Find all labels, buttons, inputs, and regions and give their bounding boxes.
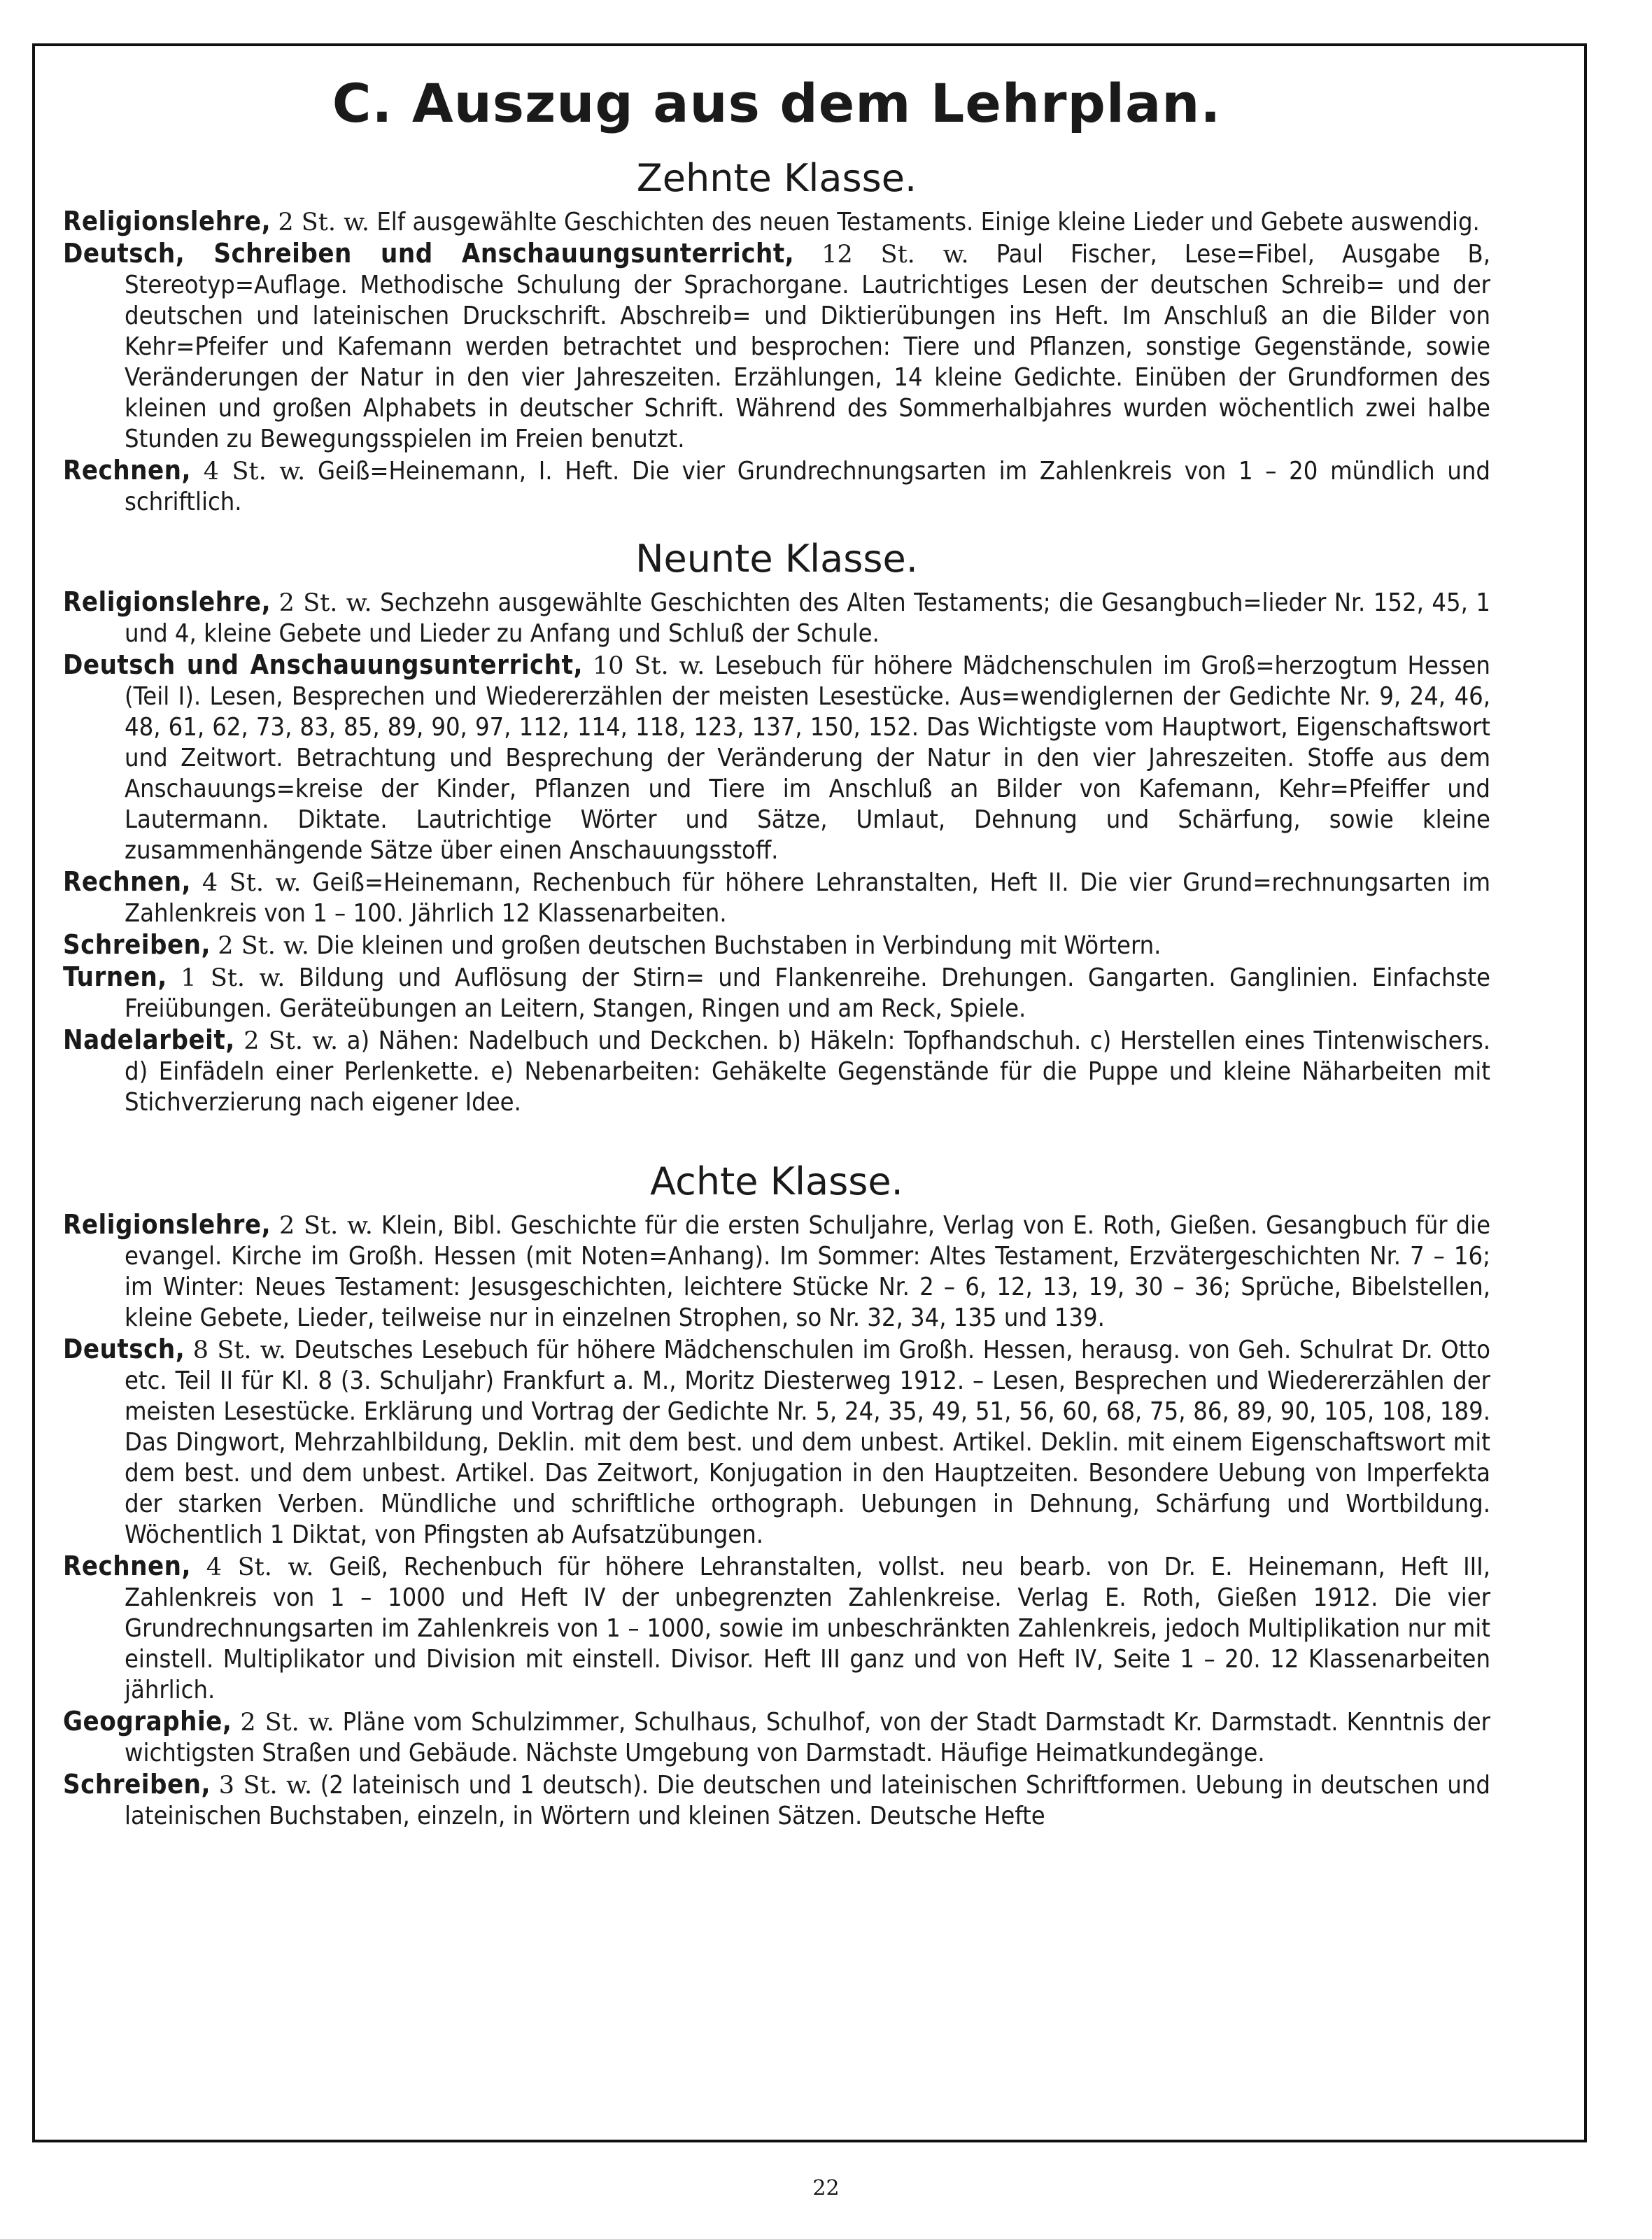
subject-text: Lesebuch für höhere Mädchenschulen im Groß=herzogtum Hessen (Teil I). Lesen, Besprechen und Wiedererzählen der meisten Lesestücke. Aus=wendiglernen der Gedichte Nr. 9, 24, 46, 48, 61, 62, 73, 83, 85, 89, 90, 97, 112, 114, 118, 123, 137, 150, 152. Das Wichtigste vom Hauptwort, Eigenschaftswort und Zeitwort. Betrachtung und Besprechung der Veränderung der Natur in den vier Jahreszeiten. Stoffe aus dem Anschauungs=kreise der Kinder, Pflanzen und Tiere im Anschluß an Bilder von Kafemann, Kehr=Pfeiffer und Lautermann. Diktate. Lautrichtige Wörter und Sätze, Umlaut, Dehnung und Schärfung, sowie kleine zusammenhängende Sätze über einen Anschauungsstoff. [125,651,1490,865]
subject-text: Klein, Bibl. Geschichte für die ersten Schuljahre, Verlag von E. Roth, Gießen. Gesangbuch für die evangel. Kirche im Großh. Hessen (mit Noten=Anhang). Im Sommer: Altes Testament, Erzvätergeschichten Nr. 7 – 16; im Winter: Neues Testament: Jesusgeschichten, leichtere Stücke Nr. 2 – 6, 12, 13, 19, 30 – 36; Sprüche, Bibelstellen, kleine Gebete, Lieder, teilweise nur in einzelnen Strophen, so Nr. 32, 34, 135 und 139. [125,1211,1490,1332]
subject-entry [63,238,1490,455]
subject-entry [63,1769,1490,1832]
subject-hours: 2 St. w. [240,1709,334,1737]
subject-entry [63,929,1490,961]
subject-entry [63,206,1490,238]
subject-text: Geiß=Heinemann, Rechenbuch für höhere Lehranstalten, Heft II. Die vier Grund=rechnungsarten im Zahlenkreis von 1 – 100. Jährlich 12 Klassenarbeiten. [125,868,1490,928]
subject-entry [63,586,1490,649]
subject-entry [63,1706,1490,1769]
subject-text: Geiß=Heinemann, I. Heft. Die vier Grundrechnungsarten im Zahlenkreis von 1 – 20 mündlich und schriftlich. [125,457,1490,516]
subject-hours: 2 St. w. [278,589,372,617]
subject-name: Schreiben, [63,929,211,960]
subject-hours: 4 St. w. [202,869,302,897]
subject-entry [63,1551,1490,1706]
subject-entry [63,1024,1490,1118]
subject-hours: 4 St. w. [206,1553,314,1581]
subject-entry [63,455,1490,518]
subject-entry [63,649,1490,866]
subject-text: Bildung und Auflösung der Stirn= und Flankenreihe. Drehungen. Gangarten. Ganglinien. Einfachste Freiübungen. Geräteübungen an Leitern, Stangen, Ringen und am Reck, Spiele. [125,963,1490,1023]
section-heading: Achte Klasse. [650,1159,903,1203]
subject-name: Deutsch und Anschauungsunterricht, [63,649,583,680]
subject-name: Religionslehre, [63,586,271,617]
subject-text: a) Nähen: Nadelbuch und Deckchen. b) Häkeln: Topfhandschuh. c) Herstellen eines Tintenwischers. d) Einfädeln einer Perlenkette. e) Nebenarbeiten: Gehäkelte Gegenstände für die Puppe und kleine Näharbeiten mit Stichverzierung nach eigener Idee. [125,1026,1490,1117]
subject-entry [63,1209,1490,1334]
page-number: 22 [812,2176,840,2201]
subject-name: Nadelarbeit, [63,1024,235,1055]
section-neunte-klasse [63,536,1490,1118]
subject-text: Sechzehn ausgewählte Geschichten des Alten Testaments; die Gesangbuch=lieder Nr. 152, 45, 1 und 4, kleine Gebete und Lieder zu Anfang und Schluß der Schule. [125,588,1490,648]
section-heading: Neunte Klasse. [635,537,918,581]
subject-entry [63,866,1490,929]
subject-hours: 12 St. w. [821,241,969,269]
subject-hours: 2 St. w. [218,932,309,960]
subject-name: Religionslehre, [63,1209,271,1240]
subject-hours: 2 St. w. [278,209,370,236]
subject-text: (2 lateinisch und 1 deutsch). Die deutschen und lateinischen Schriftformen. Uebung in deutschen und lateinischen Buchstaben, einzeln, in Wörtern und kleinen Sätzen. Deutsche Hefte [125,1771,1490,1830]
subject-text: Deutsches Lesebuch für höhere Mädchenschulen im Großh. Hessen, herausg. von Geh. Schulrat Dr. Otto etc. Teil II für Kl. 8 (3. Schuljahr) Frankfurt a. M., Moritz Diesterweg 1912. – Lesen, Besprechen und Wiedererzählen der meisten Lesestücke. Erklärung und Vortrag der Gedichte Nr. 5, 24, 35, 49, 51, 56, 60, 68, 75, 86, 89, 90, 105, 108, 189. Das Dingwort, Mehrzahlbildung, Deklin. mit dem best. und dem unbest. Artikel. Deklin. mit einem Eigenschaftswort mit dem best. und dem unbest. Artikel. Das Zeitwort, Konjugation in den Hauptzeiten. Besondere Uebung von Imperfekta der starken Verben. Mündliche und schriftliche orthograph. Uebungen in Dehnung, Schärfung und Wortbildung. Wöchentlich 1 Diktat, von Pfingsten ab Aufsatzübungen. [125,1336,1490,1549]
subject-entry [63,1334,1490,1551]
subject-hours: 8 St. w. [192,1336,286,1364]
subject-name: Rechnen, [63,1551,191,1581]
subject-text: Pläne vom Schulzimmer, Schulhaus, Schulhof, von der Stadt Darmstadt Kr. Darmstadt. Kenntnis der wichtigsten Straßen und Gebäude. Nächste Umgebung von Darmstadt. Häufige Heimatkundegänge. [125,1708,1490,1767]
subject-name: Turnen, [63,961,167,992]
subject-name: Rechnen, [63,455,191,486]
subject-name: Deutsch, Schreiben und Anschauungsunterricht, [63,238,795,269]
page-title: C. Auszug aus dem Lehrplan. [332,72,1222,134]
subject-name: Deutsch, [63,1334,185,1364]
subject-name: Rechnen, [63,866,191,897]
subject-text: Geiß, Rechenbuch für höhere Lehranstalten, vollst. neu bearb. von Dr. E. Heinemann, Heft III, Zahlenkreis von 1 – 1000 und Heft IV der unbegrenzten Zahlenkreise. Verlag E. Roth, Gießen 1912. Die vier Grundrechnungsarten im Zahlenkreis von 1 – 1000, sowie im unbeschränkten Zahlenkreis, jedoch Multiplikation nur mit einstell. Multiplikator und Division mit einstell. Divisor. Heft III ganz und von Heft IV, Seite 1 – 20. 12 Klassenarbeiten jährlich. [125,1553,1491,1704]
subject-hours: 2 St. w. [279,1212,373,1240]
subject-text: Die kleinen und großen deutschen Buchstaben in Verbindung mit Wörtern. [316,931,1162,960]
subject-hours: 4 St. w. [203,458,306,486]
subject-name: Geographie, [63,1706,232,1737]
subject-text: Paul Fischer, Lese=Fibel, Ausgabe B, Stereotyp=Auflage. Methodische Schulung der Sprachorgane. Lautrichtiges Lesen der deutschen Schreib= und der deutschen und lateinischen Druckschrift. Abschreib= und Diktierübungen ins Heft. Im Anschluß an die Bilder von Kehr=Pfeifer und Kafemann werden betrachtet und besprochen: Tiere und Pflanzen, sonstige Gegenstände, sowie Veränderungen der Natur in den vier Jahreszeiten. Erzählungen, 14 kleine Gedichte. Einüben der Grundformen des kleinen und großen Alphabets in deutscher Schrift. Während des Sommerhalbjahres wurden wöchentlich zwei halbe Stunden zu Bewegungsspielen im Freien benutzt. [125,240,1490,453]
section-zehnte-klasse [63,155,1490,518]
subject-hours: 1 St. w. [181,964,285,992]
document-body [63,70,1490,1832]
subject-hours: 2 St. w. [243,1027,339,1055]
subject-name: Schreiben, [63,1769,211,1800]
subject-hours: 10 St. w. [593,652,705,680]
subject-entry [63,961,1490,1024]
subject-name: Religionslehre, [63,206,271,236]
subject-hours: 3 St. w. [218,1772,313,1800]
section-achte-klasse [63,1159,1490,1832]
subject-text: Elf ausgewählte Geschichten des neuen Testaments. Einige kleine Lieder und Gebete auswendig. [376,208,1480,236]
section-heading: Zehnte Klasse. [636,156,917,200]
